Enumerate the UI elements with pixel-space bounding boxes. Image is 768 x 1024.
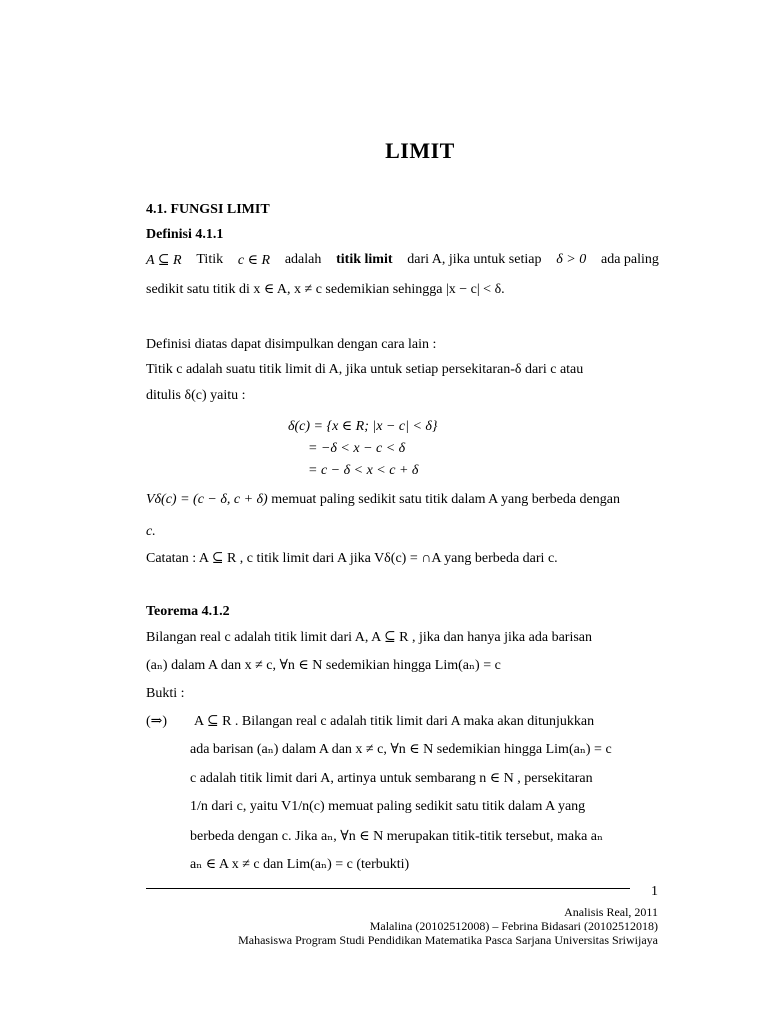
neighborhood-text: memuat paling sedikit satu titik dalam A yang berbeda dengan: [271, 492, 620, 507]
section-heading: 4.1. FUNGSI LIMIT: [146, 202, 270, 217]
def-token: adalah: [284, 252, 322, 267]
theorem-heading: Teorema 4.1.2: [146, 604, 230, 619]
footer-divider: [146, 888, 630, 889]
proof-line-2: ada barisan (aₙ) dalam A dan x ≠ c, ∀n ∈ N sedemikian hingga Lim(aₙ) = c: [190, 742, 612, 757]
footer-institution: Mahasiswa Program Studi Pendidikan Matematika Pasca Sarjana Universitas Sriwijaya: [238, 933, 658, 947]
neighborhood-math: Vδ(c) = (c − δ, c + δ): [146, 492, 268, 507]
equation-3: = c − δ < x < c + δ: [308, 463, 419, 478]
neighborhood-line-2: c.: [146, 524, 156, 539]
alt-line-2: ditulis δ(c) yaitu :: [146, 388, 246, 403]
def-token: dari A, jika untuk setiap: [407, 252, 542, 267]
proof-arrow: (⇒): [146, 714, 168, 729]
page-number: 1: [651, 884, 658, 899]
neighborhood-line: [146, 492, 620, 508]
theorem-line-2: (aₙ) dalam A dan x ≠ c, ∀n ∈ N sedemikian hingga Lim(aₙ) = c: [146, 658, 501, 673]
def-token: c ∈ R: [237, 253, 271, 268]
definition-line-2: sedikit satu titik di x ∈ A, x ≠ c sedemikian sehingga |x − c| < δ.: [146, 282, 505, 297]
note: Catatan : A ⊆ R , c titik limit dari A jika Vδ(c) = ∩A yang berbeda dari c.: [146, 551, 558, 566]
alt-line-1: Titik c adalah suatu titik limit di A, jika untuk setiap persekitaran-δ dari c atau: [146, 362, 584, 377]
theorem-line-1: Bilangan real c adalah titik limit dari A, A ⊆ R , jika dan hanya jika ada barisan: [146, 630, 592, 645]
proof-line-4: 1/n dari c, yaitu V1/n(c) memuat paling sedikit satu titik dalam A yang: [190, 799, 586, 814]
proof-label: Bukti :: [146, 686, 185, 701]
proof-line-5: berbeda dengan c. Jika aₙ, ∀n ∈ N merupakan titik-titik tersebut, maka aₙ: [190, 829, 604, 844]
proof-line-3: c adalah titik limit dari A, artinya untuk sembarang n ∈ N , persekitaran: [190, 771, 593, 786]
def-token: Titik: [196, 252, 224, 267]
page-title: LIMIT: [385, 138, 455, 163]
def-token: ada paling: [600, 252, 659, 267]
alt-intro: Definisi diatas dapat disimpulkan dengan cara lain :: [146, 337, 437, 352]
def-token: δ > 0: [556, 252, 587, 267]
definition-heading: Definisi 4.1.1: [146, 227, 224, 242]
footer-authors: Malalina (20102512008) – Febrina Bidasari (20102512018): [369, 919, 658, 933]
equation-1: δ(c) = {x ∈ R; |x − c| < δ}: [288, 419, 438, 434]
def-token-bold: titik limit: [336, 252, 393, 267]
proof-line-1: A ⊆ R . Bilangan real c adalah titik limit dari A maka akan ditunjukkan: [194, 714, 595, 729]
equation-2: = −δ < x − c < δ: [308, 441, 406, 456]
proof-line-6: aₙ ∈ A x ≠ c dan Lim(aₙ) = c (terbukti): [190, 857, 410, 872]
footer-course: Analisis Real, 2011: [564, 905, 658, 919]
def-token: A ⊆ R: [146, 253, 182, 268]
definition-line-1: [146, 252, 659, 269]
